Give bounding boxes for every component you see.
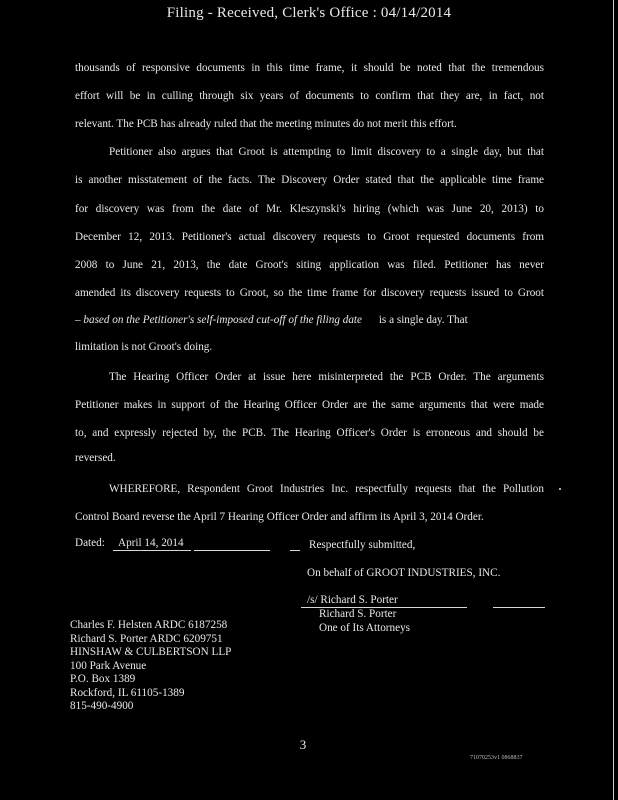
body-line: 2008 to June 21, 2013, the date Groot's siting application was filed. Petitioner has never [75, 259, 544, 271]
dated-value: April 14, 2014 [118, 537, 184, 549]
address-line: Richard S. Porter ARDC 6209751 [70, 632, 223, 645]
body-line: relevant. The PCB has already ruled that the meeting minutes do not merit this effort. [75, 118, 457, 130]
body-line: thousands of responsive documents in this time frame, it should be noted that the tremendous [75, 62, 544, 74]
date-underline [113, 550, 191, 551]
body-line-mixed [75, 314, 468, 326]
wherefore-line: Control Board reverse the April 7 Hearing Officer Order and affirm its April 3, 2014 Order. [75, 511, 484, 523]
address-line: P.O. Box 1389 [70, 673, 136, 685]
body-line: to, and expressly rejected by, the PCB. The Hearing Officer's Order is erroneous and should be [75, 427, 544, 439]
address-line: 100 Park Avenue [70, 659, 147, 672]
body-line: for discovery was from the date of Mr. Kleszynski's hiring (which was June 20, 2013) to [75, 203, 544, 215]
respectfully-submitted: Respectfully submitted, [309, 539, 416, 551]
body-line: reversed. [75, 452, 116, 464]
body-line: is another misstatement of the facts. The Discovery Order stated that the applicable time frame [75, 174, 544, 186]
document-id: 71070253v1 0868837 [470, 755, 523, 761]
electronic-signature: /s/ Richard S. Porter [307, 594, 398, 606]
italic-phrase: – based on the Petitioner's self-imposed cut-off of the filing date [75, 314, 363, 326]
body-line: The Hearing Officer Order at issue here misinterpreted the PCB Order. The arguments [109, 371, 544, 383]
on-behalf-of: On behalf of GROOT INDUSTRIES, INC. [307, 567, 501, 579]
address-line: HINSHAW & CULBERTSON LLP [70, 646, 232, 658]
body-line: effort will be in culling through six years of documents to confirm that they are, in fact, not [75, 90, 544, 102]
signer-name: Richard S. Porter [319, 608, 397, 620]
body-text: is a single day. That [376, 314, 468, 326]
body-line: limitation is not Groot's doing. [75, 341, 213, 353]
body-line: Petitioner makes in support of the Hearing Officer Order are the same arguments that were made [75, 399, 544, 411]
attorney-address-block [70, 619, 231, 714]
address-line: Charles F. Helsten ARDC 6187258 [70, 619, 228, 631]
page-number: 3 [299, 737, 307, 752]
filing-stamp-header: Filing - Received, Clerk's Office : 04/14/2014 [166, 5, 452, 21]
date-underline-extra [194, 550, 270, 551]
wherefore-line: WHEREFORE, Respondent Groot Industries Inc. respectfully requests that the Pollution [109, 483, 544, 495]
page-edge-line [613, 0, 614, 800]
date-underline-short [290, 550, 300, 551]
signer-role: One of Its Attorneys [319, 622, 411, 634]
address-line: 815-490-4900 [70, 700, 134, 712]
address-line: Rockford, IL 61105-1389 [70, 686, 185, 699]
dated-label: Dated: [75, 537, 105, 549]
body-line: Petitioner also argues that Groot is attempting to limit discovery to a single day, but that [109, 146, 544, 158]
body-line: December 12, 2013. Petitioner's actual discovery requests to Groot requested documents from [75, 231, 544, 243]
body-line: amended its discovery requests to Groot, so the time frame for discovery requests issued to Groot [75, 287, 544, 299]
signature-line-extra [493, 607, 545, 608]
speck-mark [559, 488, 561, 490]
